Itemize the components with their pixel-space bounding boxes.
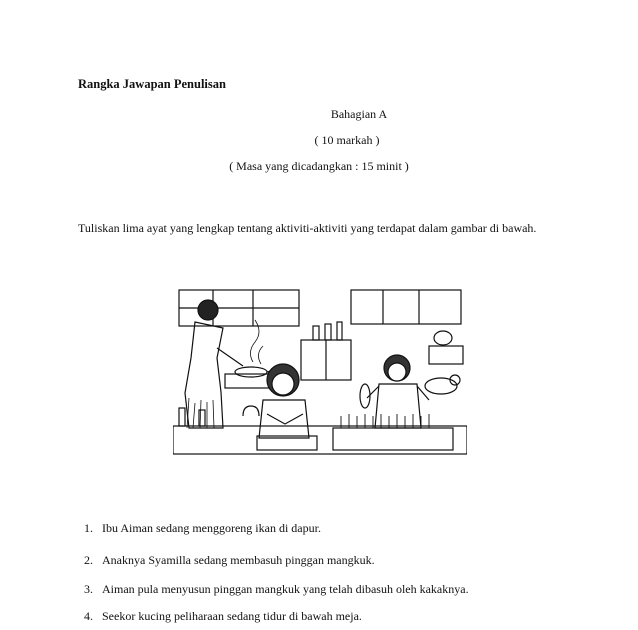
marks-label: ( 10 markah ) bbox=[314, 133, 380, 147]
item-text: Anaknya Syamilla sedang membasuh pinggan mangkuk. bbox=[102, 553, 375, 567]
list-item bbox=[84, 521, 321, 536]
list-item bbox=[84, 553, 375, 568]
list-item bbox=[84, 582, 469, 597]
item-number: 1. bbox=[84, 521, 93, 535]
list-item bbox=[84, 609, 362, 624]
section-title: Bahagian A bbox=[330, 107, 388, 121]
item-number: 2. bbox=[84, 553, 93, 567]
item-number: 4. bbox=[84, 609, 93, 623]
item-number: 3. bbox=[84, 582, 93, 596]
page-heading: Rangka Jawapan Penulisan bbox=[78, 77, 226, 91]
kitchen-illustration bbox=[173, 288, 467, 456]
time-allocation: ( Masa yang dicadangkan : 15 minit ) bbox=[229, 159, 409, 173]
item-text: Ibu Aiman sedang menggoreng ikan di dapur. bbox=[102, 521, 321, 535]
item-text: Aiman pula menyusun pinggan mangkuk yang telah dibasuh oleh kakaknya. bbox=[102, 582, 469, 596]
item-text: Seekor kucing peliharaan sedang tidur di bawah meja. bbox=[102, 609, 362, 623]
instruction-text: Tuliskan lima ayat yang lengkap tentang aktiviti-aktiviti yang terdapat dalam gambar di bawah. bbox=[78, 221, 537, 235]
